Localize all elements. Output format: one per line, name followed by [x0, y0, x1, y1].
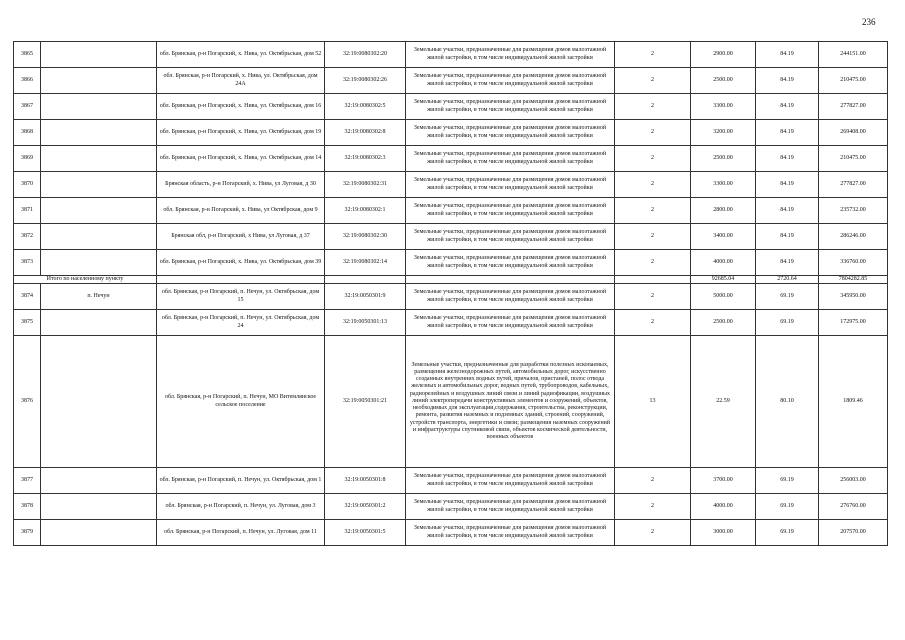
table-row	[14, 42, 888, 68]
rate-value: 84.19	[756, 120, 819, 146]
rate-value: 80.10	[756, 336, 819, 468]
locality-cell	[41, 120, 157, 146]
rate-value: 84.19	[756, 42, 819, 68]
total-empty-cell	[406, 276, 615, 284]
group-code: 2	[615, 42, 691, 68]
cadastral-value: 1809.46	[819, 336, 888, 468]
group-code: 2	[615, 224, 691, 250]
address-cell: обл. Брянская, р-н Погарский, х. Нива, ул. Октябрьская, дом 19	[157, 120, 325, 146]
cadastral-number: 32:19:0050301:21	[325, 336, 406, 468]
cadastral-value: 269408.00	[819, 120, 888, 146]
land-use-description: Земельные участки, предназначенные для размещения домов малоэтажной жилой застройки, в том числе индивидуальной жилой застройки	[406, 250, 615, 276]
table-row	[14, 336, 888, 468]
area-value: 3000.00	[691, 520, 756, 546]
group-code: 2	[615, 520, 691, 546]
group-code: 2	[615, 494, 691, 520]
rate-value: 84.19	[756, 198, 819, 224]
cadastral-value: 207570.00	[819, 520, 888, 546]
group-code: 2	[615, 198, 691, 224]
rate-value: 69.19	[756, 310, 819, 336]
locality-cell	[41, 68, 157, 94]
locality-cell	[41, 250, 157, 276]
cadastral-number: 32:19:0080302:26	[325, 68, 406, 94]
locality-cell	[41, 198, 157, 224]
area-value: 5000.00	[691, 284, 756, 310]
row-number: 3877	[14, 468, 41, 494]
cadastral-number: 32:19:0050301:13	[325, 310, 406, 336]
row-number: 3879	[14, 520, 41, 546]
row-number: 3870	[14, 172, 41, 198]
total-empty-cell	[157, 276, 325, 284]
row-number: 3876	[14, 336, 41, 468]
cadastral-number: 32:19:0080302:8	[325, 120, 406, 146]
table-row	[14, 250, 888, 276]
row-number: 3868	[14, 120, 41, 146]
rate-value: 84.19	[756, 146, 819, 172]
locality-cell	[41, 336, 157, 468]
cadastral-number: 32:19:0080302:30	[325, 224, 406, 250]
table-row	[14, 310, 888, 336]
cadastral-number: 32:19:0080302:3	[325, 146, 406, 172]
table-row	[14, 198, 888, 224]
total-row	[14, 276, 888, 284]
cadastral-number: 32:19:0080302:14	[325, 250, 406, 276]
land-use-description: Земельные участки, предназначенные для размещения домов малоэтажной жилой застройки, в том числе индивидуальной жилой застройки	[406, 42, 615, 68]
address-cell: обл. Брянская, р-н Погарский, п. Нечун, ул. Октябрьская, дом 24	[157, 310, 325, 336]
table-row	[14, 520, 888, 546]
cadastral-value: 210475.00	[819, 146, 888, 172]
locality-cell	[41, 310, 157, 336]
table-row	[14, 146, 888, 172]
group-code: 2	[615, 146, 691, 172]
land-use-description: Земельные участки, предназначенные для размещения домов малоэтажной жилой застройки, в том числе индивидуальной жилой застройки	[406, 468, 615, 494]
land-use-description: Земельные участки, предназначенные для размещения домов малоэтажной жилой застройки, в том числе индивидуальной жилой застройки	[406, 494, 615, 520]
total-value: 7804282.85	[819, 276, 888, 284]
cadastral-value: 277827.00	[819, 94, 888, 120]
cadastral-value: 256003.00	[819, 468, 888, 494]
land-registry-table	[13, 41, 888, 546]
total-empty-cell	[615, 276, 691, 284]
rate-value: 69.19	[756, 468, 819, 494]
table-body-after-total	[14, 284, 888, 546]
row-number: 3874	[14, 284, 41, 310]
area-value: 2900.00	[691, 42, 756, 68]
rate-value: 84.19	[756, 224, 819, 250]
table-row	[14, 494, 888, 520]
area-value: 3200.00	[691, 120, 756, 146]
land-use-description: Земельные участки, предназначенные для размещения домов малоэтажной жилой застройки, в том числе индивидуальной жилой застройки	[406, 198, 615, 224]
address-cell: обл. Брянская, р-н Погарский, п. Нечун, ул. Луговая, дом 11	[157, 520, 325, 546]
row-number: 3866	[14, 68, 41, 94]
group-code: 2	[615, 172, 691, 198]
total-label: Итого по населенному пункту	[14, 276, 157, 284]
area-value: 3300.00	[691, 94, 756, 120]
rate-value: 69.19	[756, 520, 819, 546]
address-cell: обл. Брянская, р-н Погарский, х. Нива, ул. Октябрьская, дом 16	[157, 94, 325, 120]
address-cell: обл. Брянская, р-н Погарский, п. Нечун, ул. Октябрьская, дом 15	[157, 284, 325, 310]
land-use-description: Земельные участки, предназначенные для разработки полезных ископаемых, размещения железнодорожных путей, автомобильных дорог, искусственно созданных внутренних водных путей, причалов, пристаней, полос отвода железных и автомобильных дорог, водных путей, трубопроводов, кабельных, радиорелейных и воздушных линий связи и линий радиофикации, воздушных линий электропередачи конструктивных элементов и сооружений, объектов, необходимых для эксплуатации,содержания, строительства, реконструкции, ремонта, развития наземных и подземных зданий, строений, сооружений, устройств транспорта, энергетики и связи; размещения наземных сооружений и инфраструктуры спутниковой связи, объектов космической деятельности, военных объектов	[406, 336, 615, 468]
total-rate: 2720.64	[756, 276, 819, 284]
locality-cell	[41, 42, 157, 68]
locality-cell	[41, 494, 157, 520]
cadastral-value: 286246.00	[819, 224, 888, 250]
rate-value: 84.19	[756, 94, 819, 120]
locality-cell: п. Нечун	[41, 284, 157, 310]
land-use-description: Земельные участки, предназначенные для размещения домов малоэтажной жилой застройки, в том числе индивидуальной жилой застройки	[406, 284, 615, 310]
table-row	[14, 68, 888, 94]
cadastral-value: 210475.00	[819, 68, 888, 94]
table-row	[14, 172, 888, 198]
land-use-description: Земельные участки, предназначенные для размещения домов малоэтажной жилой застройки, в том числе индивидуальной жилой застройки	[406, 172, 615, 198]
area-value: 2500.00	[691, 146, 756, 172]
rate-value: 84.19	[756, 250, 819, 276]
table-body-before-total	[14, 42, 888, 276]
area-value: 2500.00	[691, 68, 756, 94]
cadastral-value: 276760.00	[819, 494, 888, 520]
address-cell: обл. Брянская, р-н Погарский, п. Нечун, ул. Октябрьская, дом 1	[157, 468, 325, 494]
cadastral-number: 32:19:0050301:9	[325, 284, 406, 310]
group-code: 2	[615, 310, 691, 336]
area-value: 4000.00	[691, 494, 756, 520]
address-cell: Брянская область, р-н Погарский, х. Нива, ул Луговая, д 30	[157, 172, 325, 198]
cadastral-number: 32:19:0050301:8	[325, 468, 406, 494]
row-number: 3878	[14, 494, 41, 520]
cadastral-value: 277827.00	[819, 172, 888, 198]
land-use-description: Земельные участки, предназначенные для размещения домов малоэтажной жилой застройки, в том числе индивидуальной жилой застройки	[406, 94, 615, 120]
cadastral-number: 32:19:0080302:31	[325, 172, 406, 198]
row-number: 3871	[14, 198, 41, 224]
cadastral-value: 336760.00	[819, 250, 888, 276]
address-cell: обл. Брянская, р-н Погарский, х. Нива, ул. Октябрьская, дом 39	[157, 250, 325, 276]
group-code: 2	[615, 468, 691, 494]
area-value: 2500.00	[691, 310, 756, 336]
area-value: 3400.00	[691, 224, 756, 250]
cadastral-number: 32:19:0050301:2	[325, 494, 406, 520]
address-cell: обл. Брянская, р-н Погарский, п. Нечун, ул. Луговая, дом 3	[157, 494, 325, 520]
locality-cell	[41, 520, 157, 546]
row-number: 3867	[14, 94, 41, 120]
area-value: 3700.00	[691, 468, 756, 494]
cadastral-value: 345950.00	[819, 284, 888, 310]
table-row	[14, 468, 888, 494]
table-row	[14, 224, 888, 250]
group-code: 2	[615, 250, 691, 276]
cadastral-value: 235732.00	[819, 198, 888, 224]
row-number: 3873	[14, 250, 41, 276]
locality-cell	[41, 172, 157, 198]
locality-cell	[41, 94, 157, 120]
table-row	[14, 94, 888, 120]
address-cell: обл. Брянская, р-н Погарский, п. Нечун, МО Витемлянское сельское поселение	[157, 336, 325, 468]
table-row	[14, 284, 888, 310]
group-code: 2	[615, 284, 691, 310]
rate-value: 69.19	[756, 284, 819, 310]
page-number: 236	[862, 17, 876, 27]
row-number: 3869	[14, 146, 41, 172]
area-value: 4000.00	[691, 250, 756, 276]
address-cell: обл. Брянская, р-н Погарский, х. Нива, ул Октябрская, дом 9	[157, 198, 325, 224]
row-number: 3875	[14, 310, 41, 336]
address-cell: Брянская обл, р-н Погарский, х Нива, ул Луговая, д 37	[157, 224, 325, 250]
group-code: 2	[615, 120, 691, 146]
land-use-description: Земельные участки, предназначенные для размещения домов малоэтажной жилой застройки, в том числе индивидуальной жилой застройки	[406, 120, 615, 146]
land-use-description: Земельные участки, предназначенные для размещения домов малоэтажной жилой застройки, в том числе индивидуальной жилой застройки	[406, 224, 615, 250]
area-value: 3300.00	[691, 172, 756, 198]
rate-value: 84.19	[756, 172, 819, 198]
group-code: 2	[615, 94, 691, 120]
cadastral-number: 32:19:0080302:1	[325, 198, 406, 224]
group-code: 2	[615, 68, 691, 94]
row-number: 3872	[14, 224, 41, 250]
rate-value: 69.19	[756, 494, 819, 520]
table-body-total	[14, 276, 888, 284]
cadastral-number: 32:19:0050301:5	[325, 520, 406, 546]
cadastral-value: 172975.00	[819, 310, 888, 336]
address-cell: обл. Брянская, р-н Погарский, х. Нива, ул. Октябрьская, дом 14	[157, 146, 325, 172]
locality-cell	[41, 468, 157, 494]
address-cell: обл. Брянская, р-н Погарский, х. Нива, ул. Октябрьская, дом 24А	[157, 68, 325, 94]
locality-cell	[41, 146, 157, 172]
cadastral-value: 244151.00	[819, 42, 888, 68]
land-use-description: Земельные участки, предназначенные для размещения домов малоэтажной жилой застройки, в том числе индивидуальной жилой застройки	[406, 146, 615, 172]
group-code: 13	[615, 336, 691, 468]
land-use-description: Земельные участки, предназначенные для размещения домов малоэтажной жилой застройки, в том числе индивидуальной жилой застройки	[406, 520, 615, 546]
cadastral-number: 32:19:0080302:5	[325, 94, 406, 120]
table-row	[14, 120, 888, 146]
total-empty-cell	[325, 276, 406, 284]
address-cell: обл. Брянская, р-н Погарский, х. Нива, ул. Октябрьская, дом 52	[157, 42, 325, 68]
area-value: 22.59	[691, 336, 756, 468]
row-number: 3865	[14, 42, 41, 68]
rate-value: 84.19	[756, 68, 819, 94]
area-value: 2800.00	[691, 198, 756, 224]
locality-cell	[41, 224, 157, 250]
cadastral-number: 32:19:0080302:20	[325, 42, 406, 68]
total-area: 92685.04	[691, 276, 756, 284]
land-use-description: Земельные участки, предназначенные для размещения домов малоэтажной жилой застройки, в том числе индивидуальной жилой застройки	[406, 310, 615, 336]
land-use-description: Земельные участки, предназначенные для размещения домов малоэтажной жилой застройки, в том числе индивидуальной жилой застройки	[406, 68, 615, 94]
